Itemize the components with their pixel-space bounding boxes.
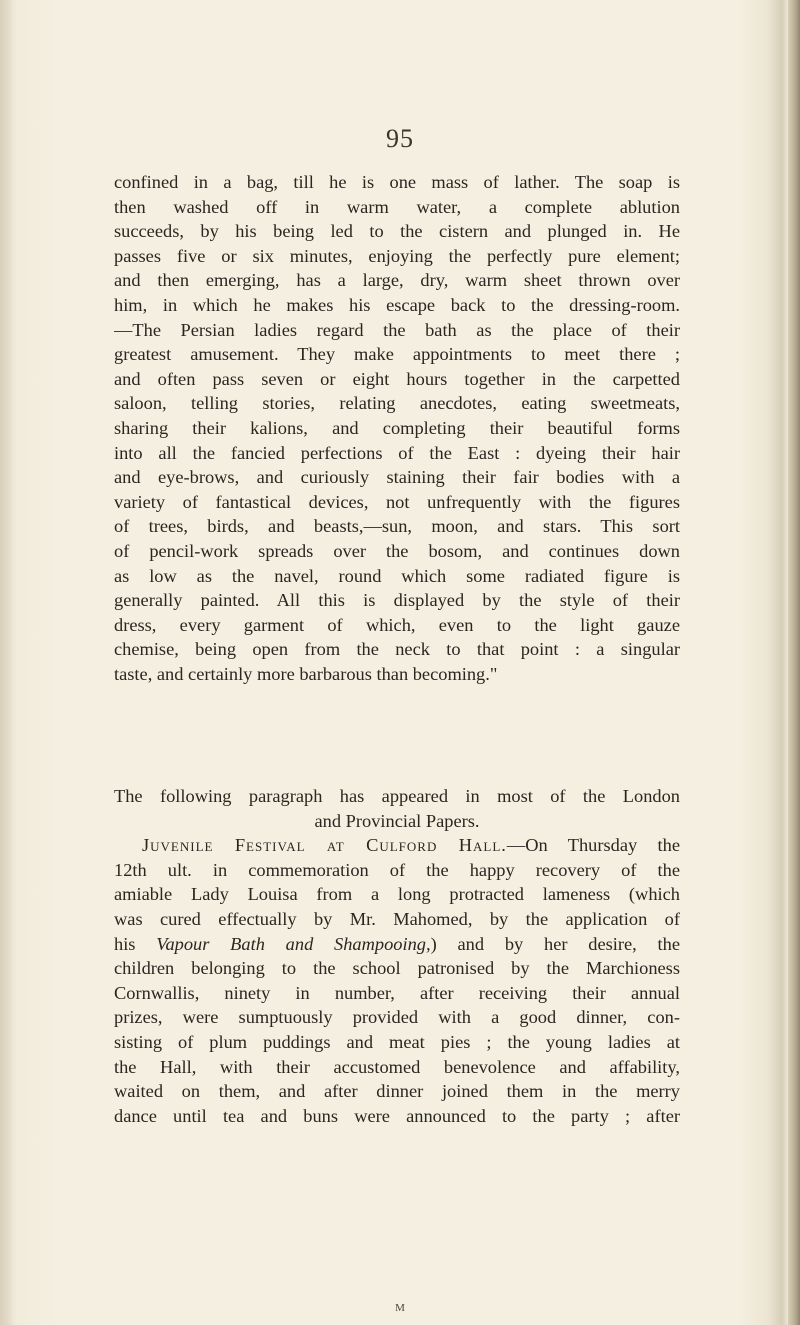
text-line: chemise, being open from the neck to that point : a singular	[114, 639, 680, 660]
text-line: as low as the navel, round which some radiated figure is	[114, 565, 680, 586]
signature-mark: M	[395, 1302, 405, 1314]
text-line: dance until tea and buns were announced to the party ; after	[114, 1105, 680, 1126]
text-line: confined in a bag, till he is one mass of lather. The soap is	[114, 172, 680, 192]
text-line: generally painted. All this is displayed by the style of their	[114, 590, 680, 611]
article-lead: —On Thursday the	[506, 835, 680, 856]
intro-line: and Provincial Papers.	[314, 810, 480, 831]
text-line: variety of fantastical devices, not unfrequently with the figures	[114, 491, 680, 512]
text-line: —The Persian ladies regard the bath as the place of their	[114, 319, 680, 340]
intro-line: The following paragraph has appeared in most of the London	[114, 786, 680, 806]
page-gutter-shadow	[0, 0, 14, 1325]
text-line: into all the fancied perfections of the East : dyeing their hair	[114, 442, 680, 463]
text-line: him, in which he makes his escape back to the dressing-room.	[114, 294, 680, 315]
text-line: of pencil-work spreads over the bosom, and continues down	[114, 540, 680, 561]
text-line: sharing their kalions, and completing their beautiful forms	[114, 417, 680, 438]
passage-one	[114, 170, 680, 686]
article-heading: Juvenile Festival at Culford Hall.	[142, 835, 507, 856]
text-line: and then emerging, has a large, dry, warm sheet thrown over	[114, 270, 680, 291]
page-number: 95	[386, 124, 414, 153]
text-line: and eye-brows, and curiously staining their fair bodies with a	[114, 467, 680, 488]
text-line: of trees, birds, and beasts,—sun, moon, and stars. This sort	[114, 516, 680, 537]
article-first-line	[114, 833, 680, 858]
text-line: waited on them, and after dinner joined them in the merry	[114, 1081, 680, 1102]
text-line: succeeds, by his being led to the cistern and plunged in. He	[114, 221, 680, 242]
italic-title: Vapour Bath and Shampooing,	[156, 933, 431, 954]
text-line: then washed off in warm water, a complete ablution	[114, 196, 680, 217]
text-line: passes five or six minutes, enjoying the perfectly pure element;	[114, 245, 680, 266]
newspaper-paragraph	[114, 784, 680, 1128]
text-line: saloon, telling stories, relating anecdotes, eating sweetmeats,	[114, 393, 680, 414]
text-line: his Vapour Bath and Shampooing,) and by her desire, the	[114, 933, 680, 954]
text-line: amiable Lady Louisa from a long protracted lameness (which	[114, 884, 680, 905]
text-line: 12th ult. in commemoration of the happy recovery of the	[114, 859, 680, 880]
text-line: Cornwallis, ninety in number, after receiving their annual	[114, 982, 680, 1003]
text-line: was cured effectually by Mr. Mahomed, by the application of	[114, 908, 680, 929]
text-line: greatest amusement. They make appointments to meet there ;	[114, 344, 680, 365]
text-line: children belonging to the school patronised by the Marchioness	[114, 958, 680, 979]
text-line: taste, and certainly more barbarous than becoming."	[114, 663, 498, 684]
text-line: prizes, were sumptuously provided with a good dinner, con-	[114, 1007, 680, 1028]
text-line: sisting of plum puddings and meat pies ; the young ladies at	[114, 1031, 680, 1052]
page-edge	[788, 0, 800, 1325]
text-line: and often pass seven or eight hours together in the carpetted	[114, 368, 680, 389]
text-line: the Hall, with their accustomed benevolence and affability,	[114, 1056, 680, 1077]
text-line: dress, every garment of which, even to the light gauze	[114, 614, 680, 635]
